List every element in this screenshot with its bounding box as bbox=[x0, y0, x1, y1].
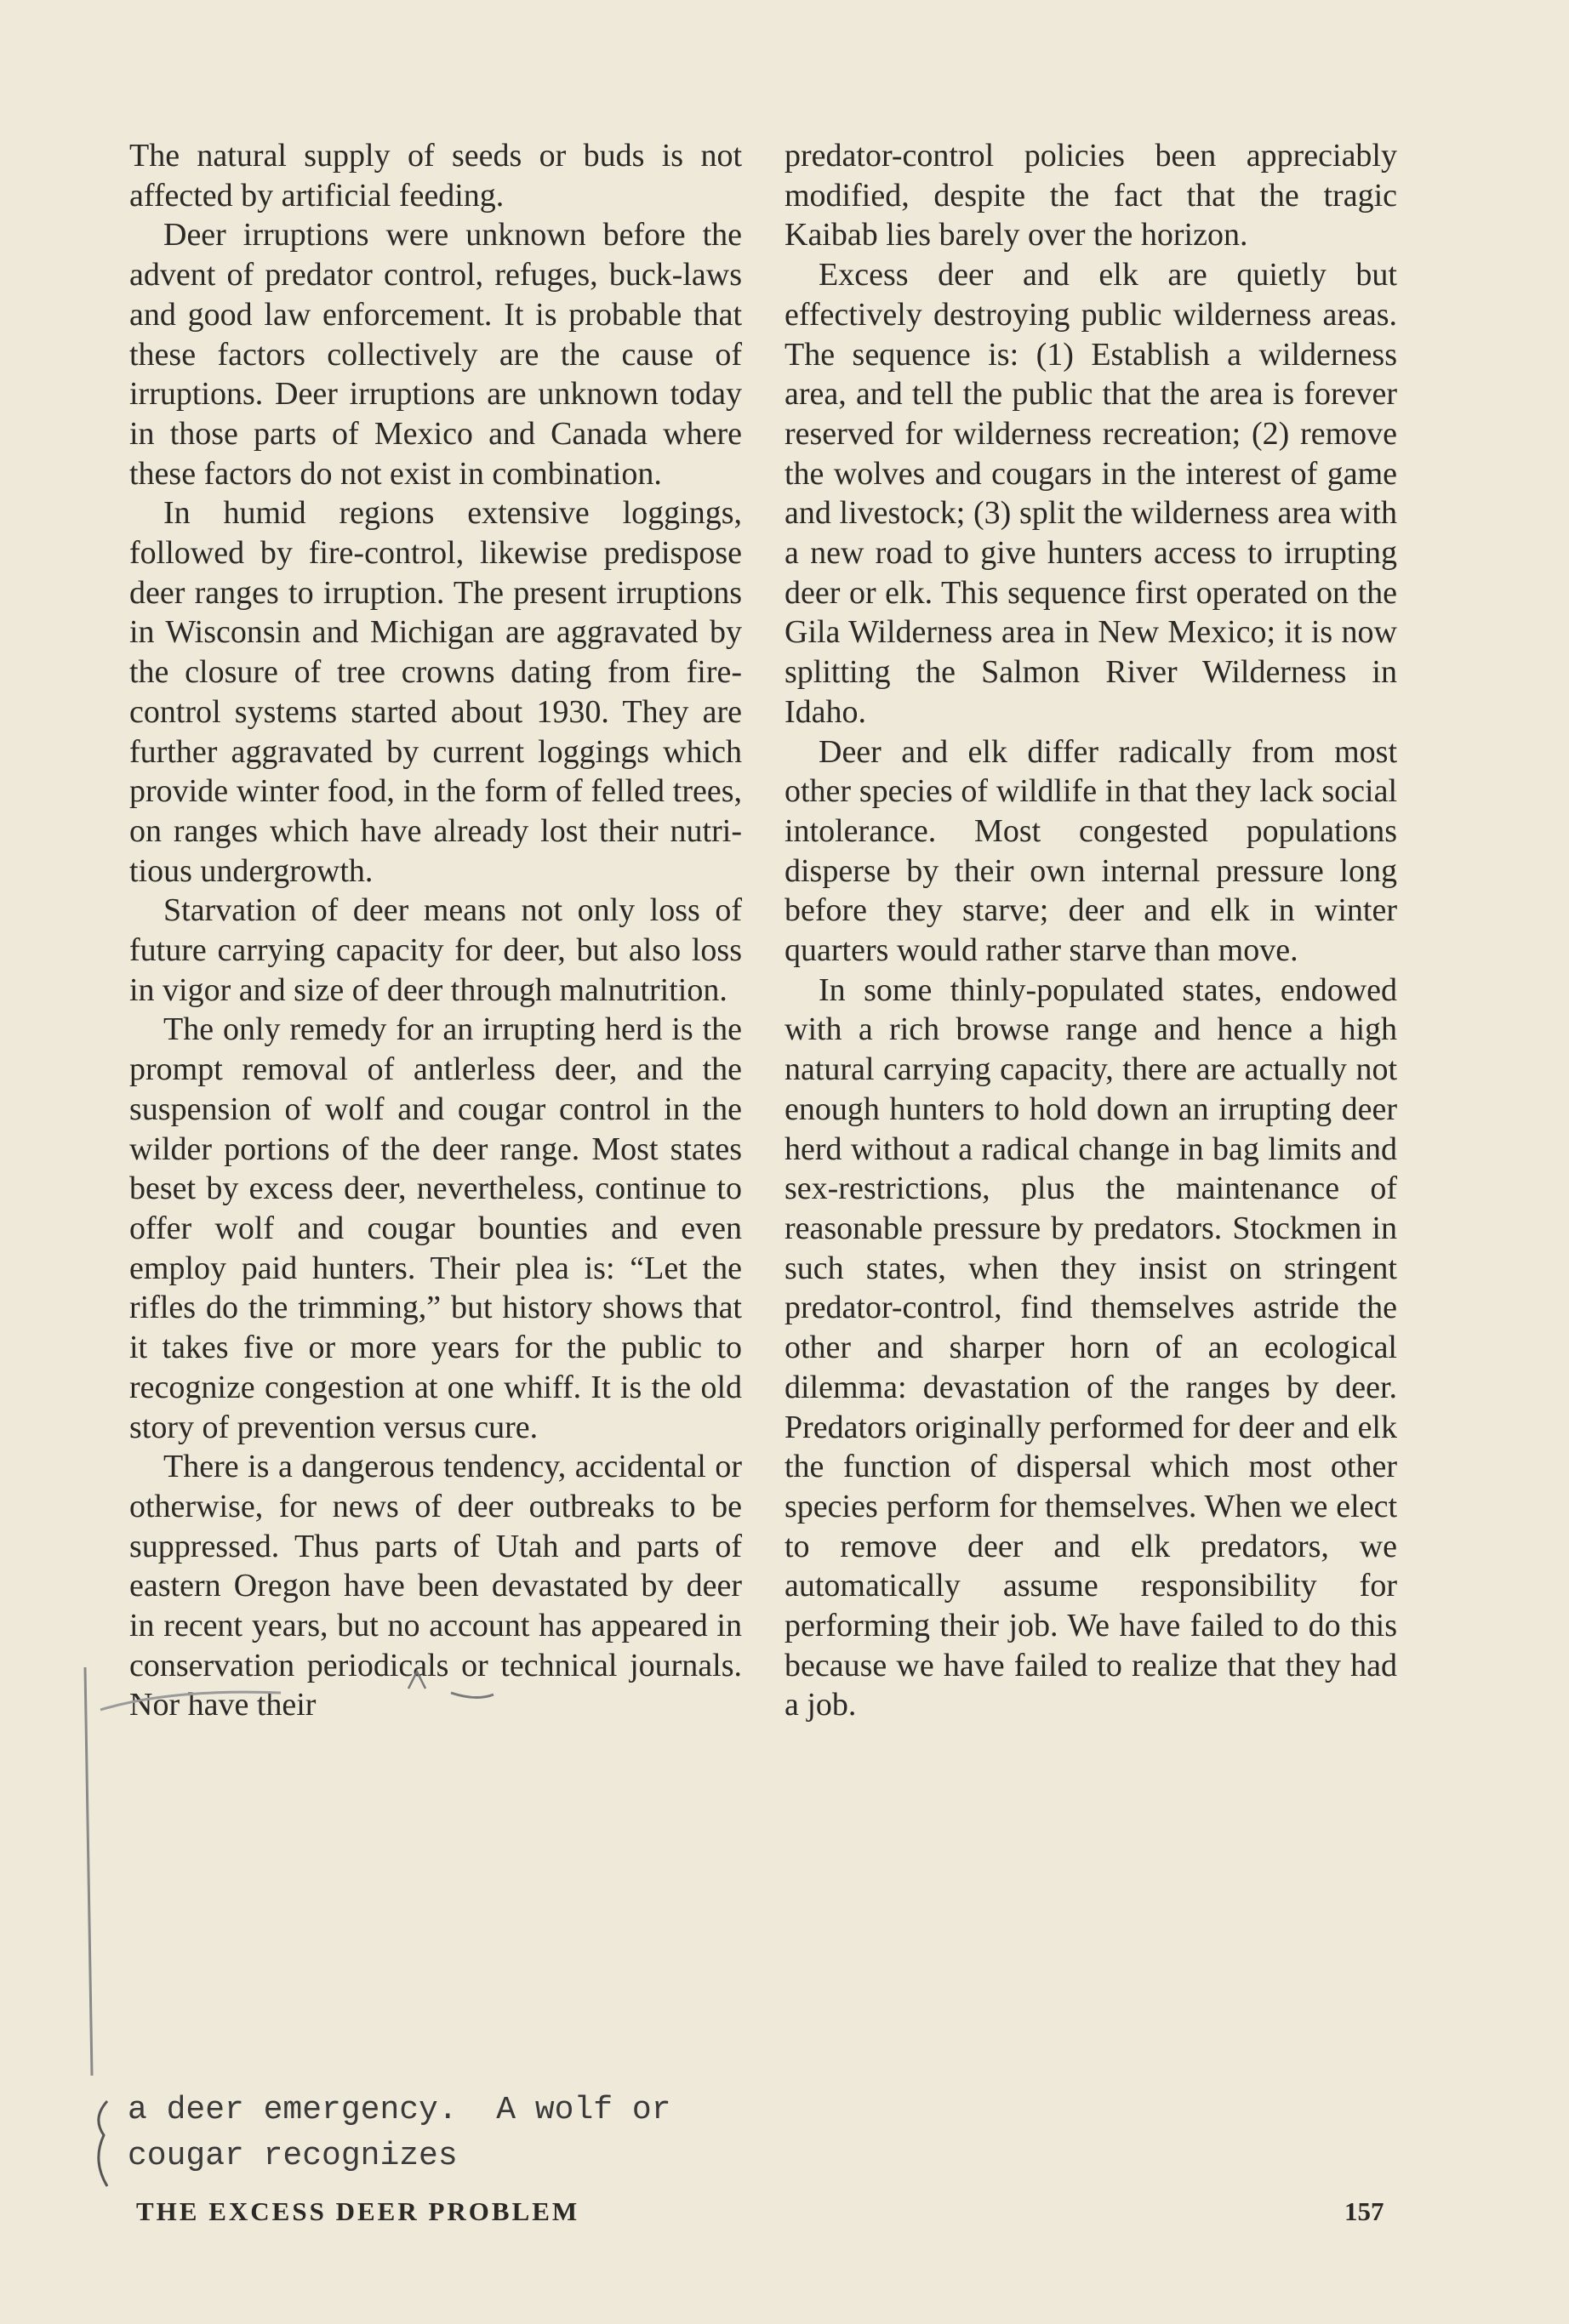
caret-mark bbox=[408, 1672, 425, 1689]
running-footer-title: THE EXCESS DEER PROBLEM bbox=[136, 2196, 580, 2226]
paragraph: Deer and elk differ radically from most other species of wildlife in that they lack social intolerance. Most congested populations disperse by their own internal pressure long before they starve; deer and elk in winter quarters would rather starve than move. bbox=[784, 733, 1397, 969]
paragraph: The natural supply of seeds or buds is not affected by artificial feeding. bbox=[129, 138, 742, 214]
paragraph: There is a dangerous tendency, accidental or otherwise, for news of deer outbreaks to be suppressed. Thus parts of Utah and parts of eastern Oregon have been devastated by deer in recent years, but no account has appeared in conservation periodicals or technical journals. Nor have their bbox=[129, 1449, 742, 1723]
typed-note-line-1: a deer emergency. A wolf or bbox=[128, 2092, 671, 2128]
paragraph: predator-control policies been appreciably modified, despite the fact that the tragic Kaibab lies barely over the horizon. bbox=[784, 138, 1397, 253]
pencil-swoosh-mark bbox=[100, 1692, 281, 1710]
pencil-arc-mark bbox=[451, 1693, 494, 1698]
pencil-bracket-mark bbox=[85, 1667, 92, 2076]
paragraph: The only remedy for an irrupting herd is the prompt removal of antlerless deer, and the suspension of wolf and cougar control in the wilder portions of the deer range. Most states beset by excess deer, nevertheless, continue to offer wolf and cougar bounties and even employ paid hunters. Their plea is: “Let the rifles do the trimming,” but history shows that it takes five or more years for the public to recognize congestion at one whiff. It is the old story of prevention versus cure. bbox=[129, 1011, 742, 1445]
paragraph: Excess deer and elk are quietly but effectively destroying public wilderness areas. The sequence is: (1) Establish a wilderness area, and tell the public that the area is forever reserved for wilderness recreation; (2) remove the wolves and cougars in the interest of game and livestock; (3) split the wilderness area with a new road to give hunters access to irrupting deer or elk. This sequence first operated on the Gila Wilderness area in New Mexico; it is now splitting the Salmon River Wilderness in Idaho. bbox=[784, 257, 1397, 730]
paragraph: In some thinly-populated states, endowed with a rich browse range and hence a high natural carrying capacity, there are actually not enough hunters to hold down an irrupting deer herd without a radical change in bag limits and sex-restrictions, plus the maintenance of reasonable pressure by predators. Stockmen in such states, when they insist on stringent predator-control, find themselves astride the other and sharper horn of an ecological dilemma: devastation of the ranges by deer. Predators originally performed for deer and elk the function of dispersal which most other species perform for themselves. When we elect to remove deer and elk predators, we automatically assume responsibility for performing their job. We have failed to do this because we have failed to realize that they had a job. bbox=[784, 971, 1397, 1723]
page-number: 157 bbox=[1344, 2196, 1384, 2226]
pencil-bracket-mark bbox=[99, 2101, 107, 2186]
paragraph: Starvation of deer means not only loss of future carrying capacity for deer, but also loss in vigor and size of deer through malnutrition. bbox=[129, 892, 742, 1008]
paragraph: Deer irruptions were unknown before the advent of predator control, refuges, buck-laws and good law enforcement. It is probable that these factors collectively are the cause of irruptions. Deer irruptions are unknown today in those parts of Mexico and Canada where these factors do not exist in combination. bbox=[129, 217, 742, 492]
paragraph: In humid regions extensive loggings, followed by fire-control, likewise predispose deer ranges to irruption. The present irruptions in Wisconsin and Michigan are aggravated by the closure of tree crowns dating from fire-control systems started about 1930. They are further aggravated by current loggings which provide winter food, in the form of felled trees, on ranges which have already lost their nutritious undergrowth. bbox=[129, 495, 742, 889]
typed-note-line-2: cougar recognizes bbox=[128, 2138, 458, 2174]
